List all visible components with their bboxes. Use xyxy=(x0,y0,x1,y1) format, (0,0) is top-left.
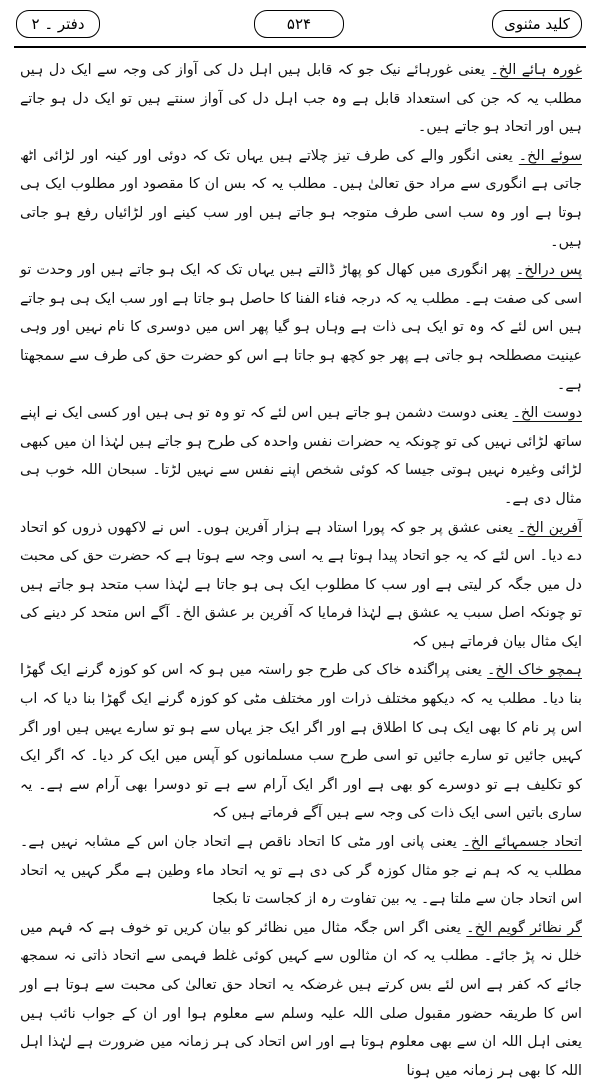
paragraph xyxy=(20,828,582,914)
paragraph-lead: آفرین الخ۔ xyxy=(517,519,583,536)
header-rule xyxy=(14,46,586,48)
paragraph xyxy=(20,656,582,828)
paragraph-text: یعنی غورہائے نیک جو کہ قابل ہیں اہل دل کی آواز کی وجہ سے ایک دل ہیں مطلب یہ کہ جن کی استعداد قابل ہے وہ جب اہل دل کی آواز سنتے ہیں تو ایک دل ہو جاتے ہیں اور اتحاد ہو جاتے ہیں۔ xyxy=(20,62,582,136)
page-header xyxy=(14,6,586,46)
book-title: کلید مثنوی xyxy=(492,10,582,38)
page-number: ۵۲۴ xyxy=(254,10,344,38)
paragraph-text: یعنی دوست دشمن ہو جاتے ہیں اس لئے کہ تو وہ تو ہی ہیں اور کسی ایک نے اپنے ساتھ لڑائی نہیں کی تو چونکہ یہ حضرات نفس واحدہ کی طرح ہو جاتے ہیں لہٰذا ان میں کبھی لڑائی وغیرہ نہیں ہوتی جیسا کہ کوئی شخص اپنے نفس سے نہیں لڑتا۔ سبحان اللہ خوب ہی مثال دی ہے۔ xyxy=(20,405,582,507)
paragraph-lead: ہمچو خاک الخ۔ xyxy=(487,662,582,679)
paragraph-lead: اتحاد جسمہائے الخ۔ xyxy=(462,834,582,851)
paragraph-text: یعنی اگر اس جگہ مثال میں نظائر کو بیان کریں تو خوف ہے کہ فہم میں خلل نہ پڑ جائے۔ مطلب یہ کہ ان مثالوں سے کہیں کوئی غلط فہمی سے اتحاد ذاتی نہ سمجھ جائے کہ کفر ہے اس لئے بس کرتے ہیں غرضکہ یہ اتحاد حق تعالیٰ کی محبت سے ہوتا ہے اور اس کا طریقہ حضور مقبول صلی اللہ علیہ وسلم سے معلوم ہوا اور ان کے جواب نائب ہیں یعنی اہل اللہ ان سے بھی معلوم ہوتا ہے اور اس اتحاد کی ہر زمانہ میں ضرورت ہے لہٰذا اہل اللہ کا بھی ہر زمانہ میں ہونا xyxy=(20,919,582,1079)
paragraph xyxy=(20,399,582,513)
paragraph-lead: سوئے الخ۔ xyxy=(518,147,582,164)
paragraph-lead: دوست الخ۔ xyxy=(512,405,583,422)
paragraph-lead: پس درالخ۔ xyxy=(516,262,582,279)
paragraph-text: یعنی پراگندہ خاک کی طرح جو راستہ میں ہو کہ اس کو کوزہ گرنے ایک گھڑا بنا دیا۔ مطلب یہ کہ دیکھو مختلف ذرات اور مختلف مٹی کو کوزہ گرنے ایک گھڑا بنا دیا کہ اب اس پر نام کا بھی ایک ہی کا اطلاق ہے اور اگر ایک جز یہاں سے ہو تو سارے یہیں ہیں اور اگر کہیں جائیں تو سارے جائیں تو اسی طرح سب مسلمانوں کو آپس میں ایک کر دیا۔ کہ اگر ایک کو تکلیف ہے تو دوسرے کو بھی ہے اور اگر ایک آرام سے ہے تو دوسرا بھی آرام سے ہے۔ یہ ساری باتیں اسی ایک ذات کی وجہ سے ہیں آگے فرماتے ہیں کہ xyxy=(20,662,582,822)
paragraph-text: یعنی پانی اور مٹی کا اتحاد ناقص ہے اتحاد جان اس کے مشابہ نہیں ہے۔ مطلب یہ کہ ہم نے جو مثال کوزہ گر کی دی ہے تو یہ اتحاد ماء وطین ہے مگر کہیں یہ اتحاد اس اتحاد جان سے ملتا ہے۔ یہ بین تفاوت رہ از کجاست تا بکجا xyxy=(20,834,582,908)
body-text xyxy=(20,56,583,1079)
paragraph xyxy=(20,514,582,657)
paragraph xyxy=(20,914,582,1085)
paragraph xyxy=(20,256,582,399)
paragraph-lead: گر نظائر گویم الخ۔ xyxy=(466,919,582,936)
paragraph xyxy=(20,142,582,256)
paragraph xyxy=(20,56,582,142)
paragraph-lead: غورہ ہائے الخ۔ xyxy=(490,62,582,78)
volume-label: دفتر ۔ ۲ xyxy=(16,10,100,38)
paragraph-text: پھر انگوری میں کھال کو پھاڑ ڈالتے ہیں یہاں تک کہ ایک ہو جاتے ہیں اور وحدت تو اسی کی صفت ہے۔ مطلب یہ کہ درجہ فناء الفنا کا حاصل ہو جاتا ہے اور سب ایک ہی ہو جاتے ہیں اس لئے کہ وہ تو ایک ہی ذات ہے وہاں ہو گیا پھر اس میں دوسری کا نام نہیں اور وہی عینیت مصطلحہ ہو جاتی ہے پھر جو کچھ ہو جاتا ہے اس کو حضرت حق کی طرف سے سمجھتا ہے۔ xyxy=(20,262,582,393)
paragraph-text: یعنی عشق پر جو کہ پورا استاد ہے ہزار آفرین ہوں۔ اس نے لاکھوں ذروں کو اتحاد دے دیا۔ اس لئے کہ یہ جو اتحاد پیدا ہوتا ہے یہ اسی وجہ سے ہوتا ہے کہ حضرت حق کی محبت دل میں جگہ کر لیتی ہے اور سب کا مطلوب ایک ہی ہو جاتا ہے لہٰذا سب متحد ہو جاتے ہیں تو چونکہ اصل سبب یہ عشق ہے لہٰذا فرمایا کہ آفرین بر عشق الخ۔ آگے اس متحد کر دینے کی ایک مثال بیان فرماتے ہیں کہ xyxy=(20,519,582,650)
paragraph-text: یعنی انگور والے کی طرف تیز چلاتے ہیں یہاں تک کہ دوئی اور کینہ اور لڑائی اٹھ جاتی ہے انگوری سے مراد حق تعالیٰ ہیں۔ مطلب یہ کہ بس ان کا مقصود اور مطلوب ایک ہی ہوتا ہے اور وہ سب اسی طرف متوجہ ہو جاتے ہیں اور سب کینے اور لڑائیاں رفع ہو جاتی ہیں۔ xyxy=(20,147,582,250)
